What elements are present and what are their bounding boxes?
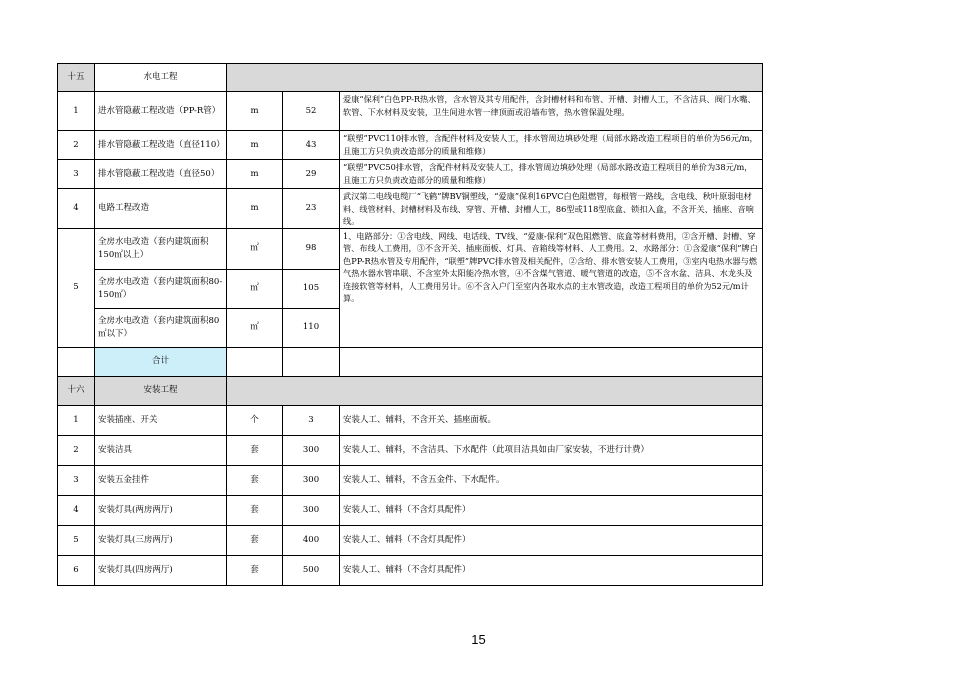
total-desc-blank bbox=[340, 347, 763, 376]
item-name: 电路工程改造 bbox=[95, 189, 227, 229]
section-header-row bbox=[58, 64, 763, 92]
item-unit: ㎡ bbox=[227, 308, 283, 347]
item-unit: ㎡ bbox=[227, 269, 283, 308]
item-quantity: 52 bbox=[283, 92, 340, 131]
row-index: 1 bbox=[58, 92, 95, 131]
item-name: 安装灯具(三房两厅) bbox=[95, 525, 227, 555]
item-quantity: 29 bbox=[283, 160, 340, 189]
table-row bbox=[58, 189, 763, 229]
item-unit: 套 bbox=[227, 555, 283, 585]
item-quantity: 105 bbox=[283, 269, 340, 308]
item-unit: 个 bbox=[227, 405, 283, 435]
item-description: 安装人工、辅料（不含灯具配件） bbox=[340, 555, 763, 585]
item-name: 全房水电改造（套内建筑面积150㎡以上） bbox=[95, 228, 227, 269]
price-table bbox=[57, 63, 763, 586]
item-unit: m bbox=[227, 92, 283, 131]
item-description: 安装人工、辅料（不含灯具配件） bbox=[340, 525, 763, 555]
item-name: 排水管隐蔽工程改造（直径50） bbox=[95, 160, 227, 189]
item-description: “联塑”PVC110排水管，含配件材料及安装人工，排水管周边填砂处理（局部水路改造工程项目的单价为56元/m，且施工方只负责改造部分的质量和维修） bbox=[340, 131, 763, 160]
item-quantity: 3 bbox=[283, 405, 340, 435]
table-row bbox=[58, 405, 763, 435]
item-unit: m bbox=[227, 131, 283, 160]
table-row bbox=[58, 555, 763, 585]
item-unit: 套 bbox=[227, 495, 283, 525]
item-unit: ㎡ bbox=[227, 228, 283, 269]
table-row bbox=[58, 228, 763, 269]
table-row bbox=[58, 160, 763, 189]
item-quantity: 500 bbox=[283, 555, 340, 585]
item-description: 1、电路部分：①含电线、网线、电话线、TV线、“爱康-保利”双色阻燃管、底盒等材料费用，②含开槽、封槽、穿管、布线人工费用，③不含开关、插座面板、灯具、音箱线等材料、人工费用。2、水路部分：①含爱康“保利”牌白色PP-R热水管及专用配件，“联塑”牌PVC排水管及相关配件，②含给、排水管安装人工费用，③室内电热水器与燃气热水器水管串联、不含室外太阳能冷热水管，④不含煤气管道、暖气管道的改造，⑤不含水盆、洁具、水龙头及连接软管等材料，人工费用另计。⑥不含入户门至室内各取水点的主水管改造，改造工程项目的单价为52元/m计算。 bbox=[340, 228, 763, 347]
item-name: 安装洁具 bbox=[95, 435, 227, 465]
page-number: 15 bbox=[471, 632, 486, 647]
table-row bbox=[58, 465, 763, 495]
item-description: 安装人工、辅料，不含五金件、下水配件。 bbox=[340, 465, 763, 495]
item-quantity: 23 bbox=[283, 189, 340, 229]
row-index: 2 bbox=[58, 131, 95, 160]
item-unit: 套 bbox=[227, 435, 283, 465]
item-quantity: 110 bbox=[283, 308, 340, 347]
section-title: 水电工程 bbox=[95, 64, 227, 92]
row-index: 2 bbox=[58, 435, 95, 465]
item-name: 排水管隐蔽工程改造（直径110） bbox=[95, 131, 227, 160]
total-row bbox=[58, 347, 763, 376]
item-name: 安装五金挂件 bbox=[95, 465, 227, 495]
item-quantity: 43 bbox=[283, 131, 340, 160]
item-description: 爱康“保利”白色PP-R热水管，含水管及其专用配件，含封槽材料和布管、开槽、封槽人工，不含洁具、阀门水嘴、软管、下水材料及安装，卫生间进水管一律顶面或沿墙布管，热水管保温处理。 bbox=[340, 92, 763, 131]
item-name: 安装灯具(四房两厅) bbox=[95, 555, 227, 585]
table-row bbox=[58, 92, 763, 131]
table-row bbox=[58, 131, 763, 160]
row-index: 3 bbox=[58, 160, 95, 189]
total-label: 合计 bbox=[95, 347, 227, 376]
item-quantity: 300 bbox=[283, 495, 340, 525]
section-header-blank bbox=[227, 64, 763, 92]
total-unit-blank bbox=[227, 347, 283, 376]
total-qty-blank bbox=[283, 347, 340, 376]
total-index-blank bbox=[58, 347, 95, 376]
section-header-blank bbox=[227, 376, 763, 405]
item-quantity: 300 bbox=[283, 465, 340, 495]
item-unit: 套 bbox=[227, 465, 283, 495]
item-name: 全房水电改造（套内建筑面积80-150㎡） bbox=[95, 269, 227, 308]
item-unit: m bbox=[227, 160, 283, 189]
item-name: 全房水电改造（套内建筑面积80㎡以下） bbox=[95, 308, 227, 347]
item-name: 进水管隐蔽工程改造（PP-R管） bbox=[95, 92, 227, 131]
item-unit: m bbox=[227, 189, 283, 229]
row-index: 3 bbox=[58, 465, 95, 495]
item-description: 武汉第二电线电缆厂“飞鹤”牌BV铜塑线，“爱康”保利16PVC白色阻燃管，每根管一路线，含电线、秋叶原弱电材料、线管材料、封槽材料及布线、穿管、开槽、封槽人工，86型或118型底盒、锁扣入盒，不含开关、插座、音响线。 bbox=[340, 189, 763, 229]
table-row bbox=[58, 435, 763, 465]
table-row bbox=[58, 495, 763, 525]
section-number: 十六 bbox=[58, 376, 95, 405]
row-index: 1 bbox=[58, 405, 95, 435]
item-quantity: 98 bbox=[283, 228, 340, 269]
row-index: 5 bbox=[58, 525, 95, 555]
item-name: 安装灯具(两房两厅) bbox=[95, 495, 227, 525]
item-quantity: 300 bbox=[283, 435, 340, 465]
section-header-row bbox=[58, 376, 763, 405]
item-description: “联塑”PVC50排水管，含配件材料及安装人工，排水管周边填砂处理（局部水路改造工程项目的单价为38元/m，且施工方只负责改造部分的质量和维修） bbox=[340, 160, 763, 189]
section-number: 十五 bbox=[58, 64, 95, 92]
item-description: 安装人工、辅料（不含灯具配件） bbox=[340, 495, 763, 525]
table-row bbox=[58, 525, 763, 555]
section-title: 安装工程 bbox=[95, 376, 227, 405]
row-index: 4 bbox=[58, 189, 95, 229]
row-index: 6 bbox=[58, 555, 95, 585]
item-name: 安装插座、开关 bbox=[95, 405, 227, 435]
item-unit: 套 bbox=[227, 525, 283, 555]
row-index: 4 bbox=[58, 495, 95, 525]
item-description: 安装人工、辅料，不含洁具、下水配件（此项目洁具如由厂家安装，不进行计费） bbox=[340, 435, 763, 465]
row-index: 5 bbox=[58, 228, 95, 347]
item-quantity: 400 bbox=[283, 525, 340, 555]
item-description: 安装人工、辅料，不含开关、插座面板。 bbox=[340, 405, 763, 435]
